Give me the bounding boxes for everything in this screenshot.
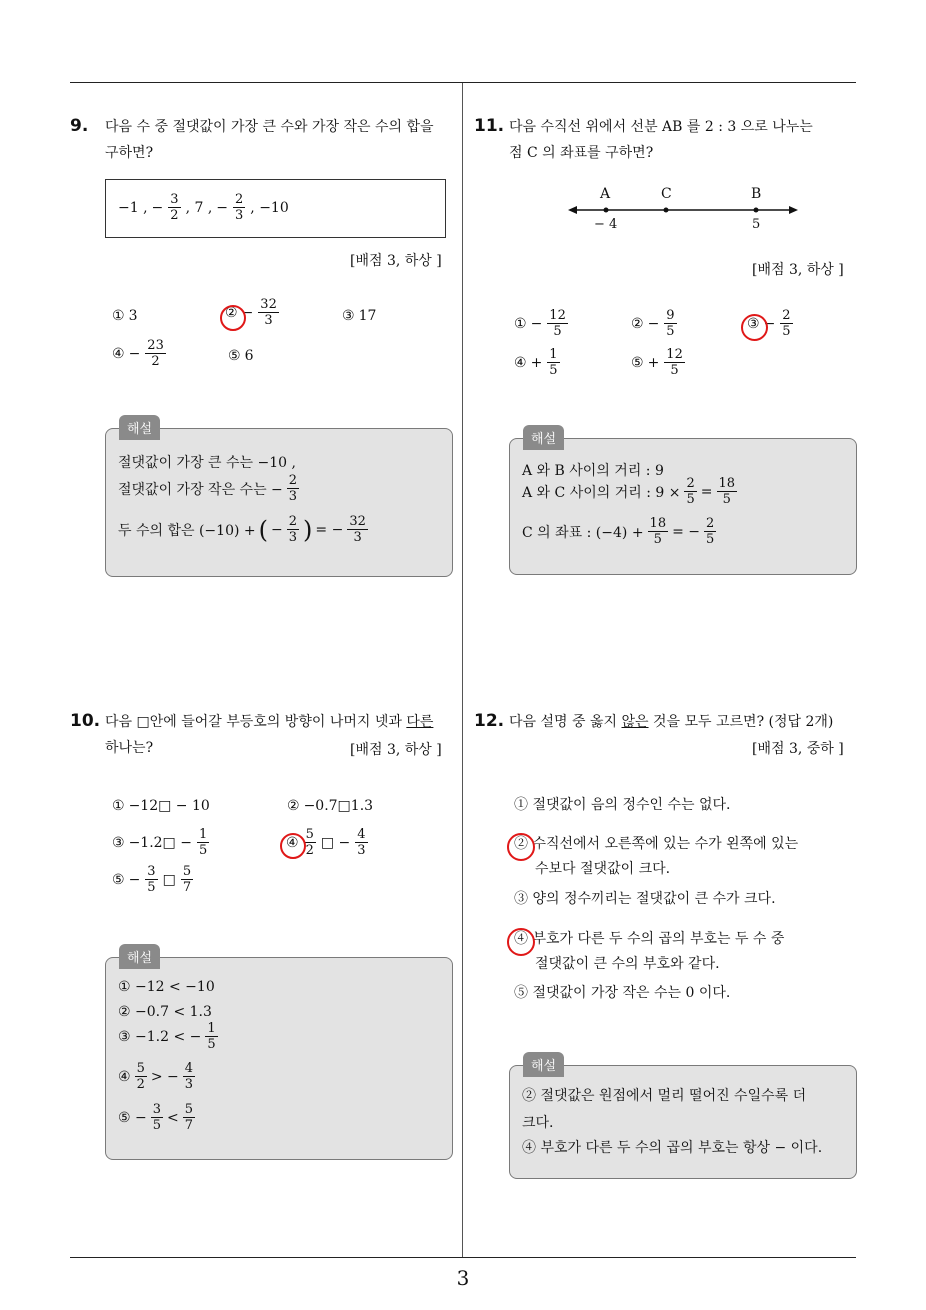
option-4[interactable]: ④ − $\frac{23}{2}$ [112,338,164,369]
explanation-tab: 해설 [119,415,160,440]
option-1[interactable]: ① 3 [112,308,138,324]
value-B: 5 [752,217,761,232]
explanation-line: ③ −1.2 < − $\frac{1}{5}$ [118,1021,216,1052]
number: , 7 , [185,199,213,216]
explanation-tab: 해설 [119,944,160,969]
choice-4[interactable]: ④ 부호가 다른 두 수의 곱의 부호는 두 수 중 [514,931,785,947]
option-1[interactable]: ① − $\frac{12}{5}$ [514,308,566,339]
explanation-line: ② −0.7 < 1.3 [118,1004,212,1020]
question-text: 구하면? [105,145,154,161]
number-list-box [105,179,446,238]
question-text: 점 C 의 좌표를 구하면? [509,145,654,161]
fraction: $\frac{3}{2}$ [170,192,179,223]
choice-4-cont: 절댓값이 큰 수의 부호와 같다. [535,956,720,972]
explanation-line: 두 수의 합은 (−10) + ( − $\frac{2}{3}$ ) = − $\frac{32}{3}$ [118,514,366,545]
question-text: 다음 수직선 위에서 선분 AB 를 2 : 3 으로 나누는 [509,119,813,135]
page-number: 3 [456,1266,470,1290]
option-2[interactable]: ② − $\frac{32}{3}$ [225,297,277,328]
answer-mark [507,928,535,956]
explanation-box [509,1065,857,1179]
question-number: 11. [474,116,505,136]
question-number: 9. [70,116,89,136]
sign: − [151,199,164,216]
point-A [604,208,609,213]
option-2[interactable]: ② − $\frac{9}{5}$ [631,308,675,339]
option-4[interactable]: ④ $\frac{5}{2}$ □ − $\frac{4}{3}$ [286,827,366,858]
explanation-line: ④ 부호가 다른 두 수의 곱의 부호는 항상 − 이다. [522,1140,823,1156]
score-meta: [배점 3, 하상 ] [350,253,442,269]
score-meta: [배점 3, 중하 ] [752,741,844,757]
choice-2-cont: 수보다 절댓값이 크다. [535,861,671,877]
explanation-tab: 해설 [523,425,564,450]
explanation-line: A 와 B 사이의 거리 : 9 [522,463,664,479]
point-C [664,208,669,213]
answer-mark [220,305,246,331]
explanation-line: ④ $\frac{5}{2}$ > − $\frac{4}{3}$ [118,1061,194,1092]
option-5[interactable]: ⑤ + $\frac{12}{5}$ [631,347,683,378]
score-meta: [배점 3, 하상 ] [752,262,844,278]
score-meta: [배점 3, 하상 ] [350,742,442,758]
fraction: $\frac{2}{3}$ [235,192,244,223]
explanation-line: ① −12 < −10 [118,979,215,995]
question-number: 10. [70,711,101,731]
number: −1 , [118,199,148,216]
explanation-line: 크다. [522,1115,554,1131]
option-4[interactable]: ④ + $\frac{1}{5}$ [514,347,558,378]
top-rule [70,82,856,83]
question-text: 하나는? [105,740,154,756]
explanation-line: ② 절댓값은 원점에서 멀리 떨어진 수일수록 더 [522,1088,807,1104]
option-3[interactable]: ③ 17 [342,308,377,324]
bottom-rule [70,1257,856,1258]
column-divider [462,83,463,1257]
option-3[interactable]: ③ −1.2□ − $\frac{1}{5}$ [112,827,208,858]
choice-5[interactable]: ⑤ 절댓값이 가장 작은 수는 0 이다. [514,985,731,1001]
label-B: B [751,186,762,202]
choice-2[interactable]: ② 수직선에서 오른쪽에 있는 수가 왼쪽에 있는 [514,836,799,852]
question-number: 12. [474,711,505,731]
option-2[interactable]: ② −0.7□1.3 [287,798,374,814]
explanation-line: A 와 C 사이의 거리 : 9 × $\frac{2}{5}$ = $\frac{18}{5}$ [522,476,736,507]
question-text: 다음 수 중 절댓값이 가장 큰 수와 가장 작은 수의 합을 [105,119,434,135]
option-5[interactable]: ⑤ 6 [228,348,254,364]
value-A: − 4 [594,217,618,232]
label-C: C [661,186,672,202]
answer-mark [507,833,535,861]
question-text: 다음 설명 중 옳지 않은 것을 모두 고르면? (정답 2개) [509,714,834,730]
point-B [754,208,759,213]
option-3[interactable]: ③ − $\frac{2}{5}$ [747,308,791,339]
explanation-line: C 의 좌표 : (−4) + $\frac{18}{5}$ = − $\frac{2}{5}$ [522,516,715,547]
answer-mark [280,833,306,859]
choice-1[interactable]: ① 절댓값이 음의 정수인 수는 없다. [514,797,731,813]
label-A: A [600,186,611,202]
explanation-line: 절댓값이 가장 작은 수는 − $\frac{2}{3}$ [118,473,298,504]
question-text: 다음 □안에 들어갈 부등호의 방향이 나머지 넷과 다른 [105,714,434,730]
number-list [118,193,289,222]
explanation-line: ⑤ − $\frac{3}{5}$ < $\frac{5}{7}$ [118,1102,194,1133]
explanation-box [509,438,857,575]
explanation-tab: 해설 [523,1052,564,1077]
option-1[interactable]: ① −12□ − 10 [112,798,210,814]
sign: − [216,199,229,216]
choice-3[interactable]: ③ 양의 정수끼리는 절댓값이 큰 수가 크다. [514,891,776,907]
explanation-line: 절댓값이 가장 큰 수는 −10 , [118,455,296,471]
option-5[interactable]: ⑤ − $\frac{3}{5}$ □ $\frac{5}{7}$ [112,864,192,895]
answer-mark [741,314,768,341]
number: , −10 [250,199,289,216]
